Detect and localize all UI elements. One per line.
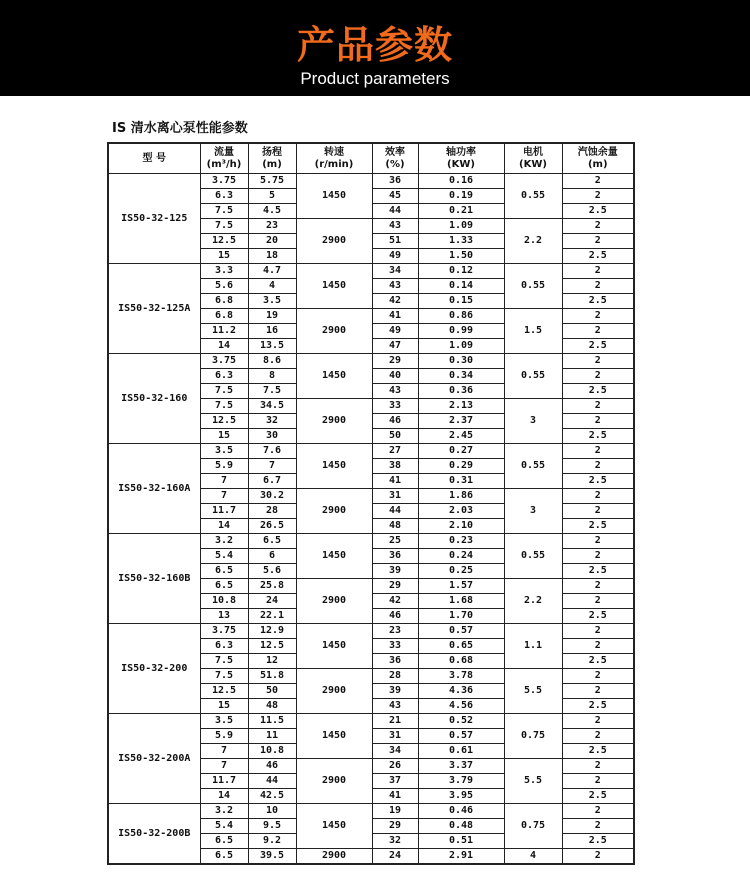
speed-cell: 1450 [296,264,372,309]
flow-cell: 13 [200,609,248,624]
npsh-cell: 2 [562,594,634,609]
flow-cell: 15 [200,699,248,714]
speed-cell: 2900 [296,849,372,865]
shaft-power-cell: 2.13 [418,399,504,414]
shaft-power-cell: 3.78 [418,669,504,684]
efficiency-cell: 33 [372,639,418,654]
banner-subtitle: Product parameters [300,69,450,88]
speed-cell: 1450 [296,804,372,849]
head-cell: 32 [248,414,296,429]
head-cell: 18 [248,249,296,264]
speed-cell: 1450 [296,354,372,399]
motor-power-cell: 3 [504,489,562,534]
head-cell: 8 [248,369,296,384]
npsh-cell: 2.5 [562,474,634,489]
flow-cell: 14 [200,519,248,534]
head-cell: 23 [248,219,296,234]
head-cell: 22.1 [248,609,296,624]
shaft-power-cell: 0.30 [418,354,504,369]
head-cell: 4.7 [248,264,296,279]
npsh-cell: 2.5 [562,744,634,759]
head-cell: 9.2 [248,834,296,849]
efficiency-cell: 45 [372,189,418,204]
npsh-cell: 2.5 [562,699,634,714]
npsh-cell: 2 [562,354,634,369]
head-cell: 7 [248,459,296,474]
head-cell: 20 [248,234,296,249]
efficiency-cell: 38 [372,459,418,474]
model-cell: IS50-32-200 [108,624,200,714]
npsh-cell: 2 [562,369,634,384]
header-flow: 流量 (m³/h) [200,143,248,174]
efficiency-cell: 36 [372,549,418,564]
npsh-cell: 2 [562,819,634,834]
header-banner [0,0,750,96]
flow-cell: 3.3 [200,264,248,279]
npsh-cell: 2.5 [562,834,634,849]
head-cell: 13.5 [248,339,296,354]
flow-cell: 6.8 [200,294,248,309]
npsh-cell: 2 [562,579,634,594]
flow-cell: 7.5 [200,669,248,684]
head-cell: 24 [248,594,296,609]
motor-power-cell: 1.5 [504,309,562,354]
shaft-power-cell: 0.21 [418,204,504,219]
header-shaft-power: 轴功率 (KW) [418,143,504,174]
table-row [108,354,634,369]
efficiency-cell: 44 [372,504,418,519]
table-body [108,174,634,865]
head-cell: 16 [248,324,296,339]
speed-cell: 2900 [296,489,372,534]
shaft-power-cell: 0.36 [418,384,504,399]
header-speed: 转速 (r/min) [296,143,372,174]
efficiency-cell: 32 [372,834,418,849]
motor-power-cell: 0.75 [504,804,562,849]
efficiency-cell: 24 [372,849,418,865]
head-cell: 19 [248,309,296,324]
flow-cell: 5.4 [200,549,248,564]
shaft-power-cell: 1.86 [418,489,504,504]
efficiency-cell: 29 [372,354,418,369]
flow-cell: 5.9 [200,729,248,744]
npsh-cell: 2 [562,729,634,744]
shaft-power-cell: 0.15 [418,294,504,309]
table-header-row [108,143,634,174]
motor-power-cell: 5.5 [504,669,562,714]
motor-power-cell: 0.55 [504,354,562,399]
npsh-cell: 2 [562,234,634,249]
table-row [108,444,634,459]
npsh-cell: 2 [562,459,634,474]
efficiency-cell: 37 [372,774,418,789]
flow-cell: 7.5 [200,204,248,219]
efficiency-cell: 31 [372,489,418,504]
npsh-cell: 2 [562,414,634,429]
shaft-power-cell: 0.25 [418,564,504,579]
shaft-power-cell: 1.09 [418,339,504,354]
efficiency-cell: 48 [372,519,418,534]
flow-cell: 12.5 [200,684,248,699]
flow-cell: 7 [200,759,248,774]
head-cell: 30.2 [248,489,296,504]
efficiency-cell: 41 [372,789,418,804]
head-cell: 48 [248,699,296,714]
efficiency-cell: 19 [372,804,418,819]
head-cell: 7.6 [248,444,296,459]
shaft-power-cell: 4.56 [418,699,504,714]
shaft-power-cell: 0.14 [418,279,504,294]
speed-cell: 2900 [296,579,372,624]
npsh-cell: 2 [562,264,634,279]
shaft-power-cell: 2.91 [418,849,504,865]
efficiency-cell: 39 [372,564,418,579]
motor-power-cell: 4 [504,849,562,865]
shaft-power-cell: 0.23 [418,534,504,549]
shaft-power-cell: 2.10 [418,519,504,534]
efficiency-cell: 42 [372,594,418,609]
speed-cell: 1450 [296,714,372,759]
head-cell: 28 [248,504,296,519]
npsh-cell: 2 [562,669,634,684]
header-model: 型 号 [108,143,200,174]
head-cell: 10 [248,804,296,819]
motor-power-cell: 0.75 [504,714,562,759]
shaft-power-cell: 0.86 [418,309,504,324]
shaft-power-cell: 0.46 [418,804,504,819]
motor-power-cell: 0.55 [504,264,562,309]
head-cell: 11 [248,729,296,744]
flow-cell: 7.5 [200,219,248,234]
shaft-power-cell: 0.34 [418,369,504,384]
shaft-power-cell: 0.24 [418,549,504,564]
table-row [108,624,634,639]
motor-power-cell: 5.5 [504,759,562,804]
shaft-power-cell: 0.57 [418,729,504,744]
flow-cell: 14 [200,339,248,354]
shaft-power-cell: 0.65 [418,639,504,654]
table-row [108,534,634,549]
flow-cell: 3.5 [200,444,248,459]
header-efficiency: 效率 (%) [372,143,418,174]
head-cell: 25.8 [248,579,296,594]
npsh-cell: 2.5 [562,339,634,354]
flow-cell: 3.5 [200,714,248,729]
motor-power-cell: 2.2 [504,579,562,624]
npsh-cell: 2.5 [562,249,634,264]
motor-power-cell: 3 [504,399,562,444]
shaft-power-cell: 3.37 [418,759,504,774]
efficiency-cell: 34 [372,264,418,279]
npsh-cell: 2 [562,759,634,774]
efficiency-cell: 50 [372,429,418,444]
flow-cell: 14 [200,789,248,804]
npsh-cell: 2.5 [562,789,634,804]
flow-cell: 6.5 [200,564,248,579]
shaft-power-cell: 0.29 [418,459,504,474]
head-cell: 6.7 [248,474,296,489]
efficiency-cell: 31 [372,729,418,744]
head-cell: 50 [248,684,296,699]
head-cell: 10.8 [248,744,296,759]
flow-cell: 6.3 [200,639,248,654]
head-cell: 9.5 [248,819,296,834]
head-cell: 12.5 [248,639,296,654]
head-cell: 4 [248,279,296,294]
npsh-cell: 2 [562,219,634,234]
shaft-power-cell: 3.79 [418,774,504,789]
speed-cell: 1450 [296,444,372,489]
head-cell: 7.5 [248,384,296,399]
efficiency-cell: 28 [372,669,418,684]
flow-cell: 15 [200,249,248,264]
flow-cell: 5.9 [200,459,248,474]
head-cell: 6 [248,549,296,564]
flow-cell: 6.5 [200,834,248,849]
header-head: 扬程 (m) [248,143,296,174]
efficiency-cell: 44 [372,204,418,219]
head-cell: 42.5 [248,789,296,804]
efficiency-cell: 29 [372,579,418,594]
shaft-power-cell: 3.95 [418,789,504,804]
npsh-cell: 2 [562,399,634,414]
efficiency-cell: 49 [372,324,418,339]
shaft-power-cell: 0.68 [418,654,504,669]
banner-title: 产品参数 [296,23,453,67]
flow-cell: 10.8 [200,594,248,609]
head-cell: 8.6 [248,354,296,369]
shaft-power-cell: 1.68 [418,594,504,609]
table-title: IS 清水离心泵性能参数 [112,121,248,136]
npsh-cell: 2 [562,174,634,189]
speed-cell: 1450 [296,534,372,579]
efficiency-cell: 43 [372,279,418,294]
efficiency-cell: 39 [372,684,418,699]
efficiency-cell: 42 [372,294,418,309]
efficiency-cell: 41 [372,474,418,489]
speed-cell: 2900 [296,309,372,354]
flow-cell: 7 [200,744,248,759]
table-row [108,804,634,819]
npsh-cell: 2 [562,189,634,204]
speed-cell: 1450 [296,174,372,219]
shaft-power-cell: 2.03 [418,504,504,519]
npsh-cell: 2 [562,804,634,819]
head-cell: 5.6 [248,564,296,579]
shaft-power-cell: 0.16 [418,174,504,189]
flow-cell: 12.5 [200,414,248,429]
efficiency-cell: 36 [372,654,418,669]
flow-cell: 5.4 [200,819,248,834]
shaft-power-cell: 2.45 [418,429,504,444]
header-motor-power: 电机 (KW) [504,143,562,174]
shaft-power-cell: 0.51 [418,834,504,849]
npsh-cell: 2.5 [562,294,634,309]
motor-power-cell: 0.55 [504,444,562,489]
npsh-cell: 2 [562,684,634,699]
head-cell: 34.5 [248,399,296,414]
npsh-cell: 2 [562,549,634,564]
speed-cell: 2900 [296,399,372,444]
model-cell: IS50-32-160A [108,444,200,534]
shaft-power-cell: 1.09 [418,219,504,234]
npsh-cell: 2.5 [562,429,634,444]
npsh-cell: 2.5 [562,384,634,399]
efficiency-cell: 27 [372,444,418,459]
efficiency-cell: 43 [372,219,418,234]
npsh-cell: 2.5 [562,519,634,534]
speed-cell: 2900 [296,669,372,714]
efficiency-cell: 47 [372,339,418,354]
npsh-cell: 2.5 [562,204,634,219]
model-cell: IS50-32-160 [108,354,200,444]
head-cell: 6.5 [248,534,296,549]
npsh-cell: 2 [562,849,634,865]
efficiency-cell: 25 [372,534,418,549]
head-cell: 4.5 [248,204,296,219]
head-cell: 30 [248,429,296,444]
shaft-power-cell: 0.52 [418,714,504,729]
npsh-cell: 2.5 [562,609,634,624]
flow-cell: 12.5 [200,234,248,249]
flow-cell: 3.2 [200,534,248,549]
npsh-cell: 2.5 [562,654,634,669]
speed-cell: 1450 [296,624,372,669]
head-cell: 39.5 [248,849,296,865]
shaft-power-cell: 0.57 [418,624,504,639]
shaft-power-cell: 0.61 [418,744,504,759]
flow-cell: 7 [200,474,248,489]
flow-cell: 7.5 [200,384,248,399]
shaft-power-cell: 1.50 [418,249,504,264]
npsh-cell: 2 [562,279,634,294]
npsh-cell: 2 [562,309,634,324]
npsh-cell: 2 [562,624,634,639]
efficiency-cell: 21 [372,714,418,729]
efficiency-cell: 23 [372,624,418,639]
motor-power-cell: 1.1 [504,624,562,669]
shaft-power-cell: 1.33 [418,234,504,249]
npsh-cell: 2 [562,444,634,459]
motor-power-cell: 0.55 [504,534,562,579]
efficiency-cell: 43 [372,384,418,399]
flow-cell: 6.5 [200,579,248,594]
shaft-power-cell: 1.57 [418,579,504,594]
npsh-cell: 2 [562,324,634,339]
head-cell: 11.5 [248,714,296,729]
shaft-power-cell: 2.37 [418,414,504,429]
head-cell: 46 [248,759,296,774]
flow-cell: 7 [200,489,248,504]
head-cell: 44 [248,774,296,789]
table-row [108,174,634,189]
efficiency-cell: 51 [372,234,418,249]
efficiency-cell: 34 [372,744,418,759]
flow-cell: 11.7 [200,504,248,519]
flow-cell: 5.6 [200,279,248,294]
speed-cell: 2900 [296,759,372,804]
flow-cell: 6.5 [200,849,248,865]
efficiency-cell: 41 [372,309,418,324]
efficiency-cell: 26 [372,759,418,774]
npsh-cell: 2 [562,714,634,729]
shaft-power-cell: 0.48 [418,819,504,834]
efficiency-cell: 36 [372,174,418,189]
head-cell: 26.5 [248,519,296,534]
shaft-power-cell: 0.99 [418,324,504,339]
efficiency-cell: 40 [372,369,418,384]
table-row [108,264,634,279]
shaft-power-cell: 4.36 [418,684,504,699]
pump-parameter-table [107,142,635,865]
flow-cell: 3.75 [200,174,248,189]
efficiency-cell: 33 [372,399,418,414]
head-cell: 5.75 [248,174,296,189]
header-npsh: 汽蚀余量 (m) [562,143,634,174]
efficiency-cell: 49 [372,249,418,264]
flow-cell: 7.5 [200,654,248,669]
flow-cell: 3.2 [200,804,248,819]
npsh-cell: 2 [562,534,634,549]
model-cell: IS50-32-160B [108,534,200,624]
npsh-cell: 2 [562,489,634,504]
flow-cell: 6.8 [200,309,248,324]
head-cell: 5 [248,189,296,204]
model-cell: IS50-32-125A [108,264,200,354]
efficiency-cell: 46 [372,609,418,624]
shaft-power-cell: 0.31 [418,474,504,489]
model-cell: IS50-32-200B [108,804,200,865]
flow-cell: 6.3 [200,189,248,204]
motor-power-cell: 2.2 [504,219,562,264]
npsh-cell: 2 [562,504,634,519]
head-cell: 3.5 [248,294,296,309]
flow-cell: 3.75 [200,624,248,639]
efficiency-cell: 46 [372,414,418,429]
flow-cell: 6.3 [200,369,248,384]
shaft-power-cell: 1.70 [418,609,504,624]
flow-cell: 15 [200,429,248,444]
head-cell: 12.9 [248,624,296,639]
shaft-power-cell: 0.12 [418,264,504,279]
flow-cell: 11.7 [200,774,248,789]
model-cell: IS50-32-125 [108,174,200,264]
npsh-cell: 2 [562,774,634,789]
motor-power-cell: 0.55 [504,174,562,219]
flow-cell: 3.75 [200,354,248,369]
head-cell: 12 [248,654,296,669]
table-row [108,714,634,729]
model-cell: IS50-32-200A [108,714,200,804]
shaft-power-cell: 0.19 [418,189,504,204]
efficiency-cell: 29 [372,819,418,834]
head-cell: 51.8 [248,669,296,684]
flow-cell: 11.2 [200,324,248,339]
flow-cell: 7.5 [200,399,248,414]
shaft-power-cell: 0.27 [418,444,504,459]
npsh-cell: 2 [562,639,634,654]
efficiency-cell: 43 [372,699,418,714]
speed-cell: 2900 [296,219,372,264]
npsh-cell: 2.5 [562,564,634,579]
